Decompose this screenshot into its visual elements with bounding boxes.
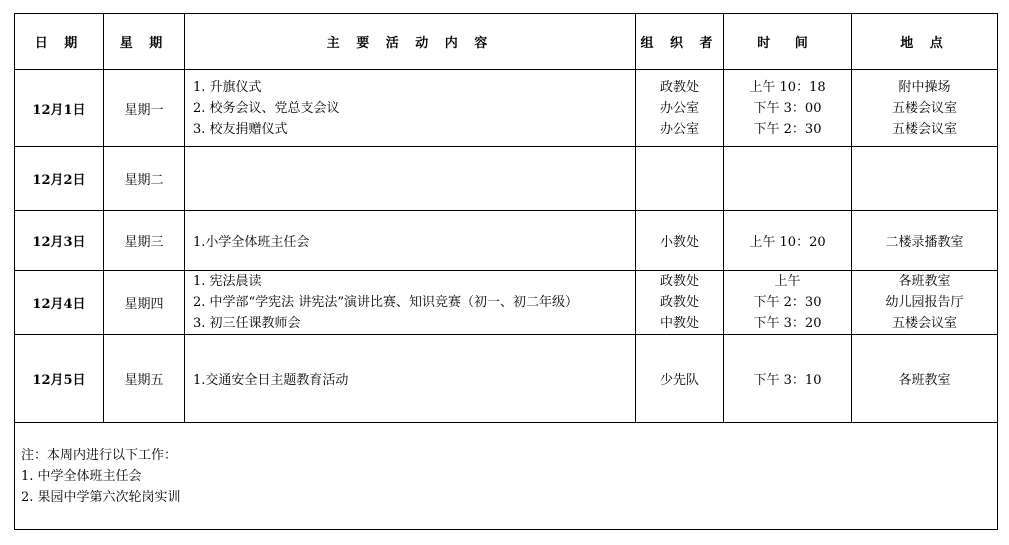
activity-line: 1. 升旗仪式 [193,79,262,95]
header-date: 日 期 [15,14,104,70]
weekday-cell: 星期一 [104,70,185,147]
table-row [15,211,998,271]
weekday-cell: 星期四 [104,271,185,335]
organizer-line: 办公室 [659,121,699,137]
activity-cell [185,271,636,335]
place-line: 各班教室 [898,274,951,289]
place-line: 五楼会议室 [891,121,957,137]
weekday-cell: 星期三 [104,211,185,271]
time-cell: 下午 3：10 [724,335,852,423]
time-line: 上午 10：18 [749,79,826,95]
time-line: 下午 2：30 [753,295,822,310]
place-cell [852,271,998,335]
date-cell: 12月1日 [15,70,104,147]
time-cell [724,271,852,335]
organizer-cell: 少先队 [636,335,724,423]
header-content: 主 要 活 动 内 容 [185,14,636,70]
time-cell [724,147,852,211]
place-cell [852,70,998,147]
date-cell: 12月3日 [15,211,104,271]
header-place: 地 点 [852,14,998,70]
table-row [15,147,998,211]
activity-line: 2. 中学部“学宪法 讲宪法”演讲比赛、知识竞赛（初一、初二年级） [193,295,578,310]
date-cell: 12月2日 [15,147,104,211]
weekly-schedule-table [14,13,998,530]
header-row [15,14,998,70]
place-cell [852,147,998,211]
table-row [15,271,998,335]
time-cell: 上午 10：20 [724,211,852,271]
table-row [15,335,998,423]
place-cell: 二楼录播教室 [852,211,998,271]
note-item: 1. 中学全体班主任会 [21,468,142,484]
activity-line: 2. 校务会议、党总支会议 [193,100,340,116]
place-cell: 各班教室 [852,335,998,423]
organizer-line: 政教处 [659,295,699,310]
time-line: 下午 3：00 [753,100,822,116]
organizer-line: 政教处 [659,274,699,289]
organizer-cell [636,70,724,147]
activity-line: 3. 校友捐赠仪式 [193,121,288,137]
activity-line: 1. 宪法晨读 [193,274,262,289]
note-title: 注：本周内进行以下工作： [21,447,178,463]
date-cell: 12月4日 [15,271,104,335]
time-line: 下午 3：20 [753,316,822,331]
place-line: 五楼会议室 [891,316,957,331]
weekday-cell: 星期五 [104,335,185,423]
activity-line: 1.小学全体班主任会 [193,235,310,250]
weekday-cell: 星期二 [104,147,185,211]
organizer-line: 中教处 [659,316,699,331]
header-organizer: 组 织 者 [636,14,724,70]
organizer-line: 政教处 [659,79,699,95]
place-line: 五楼会议室 [891,100,957,116]
organizer-cell [636,271,724,335]
organizer-line: 办公室 [659,100,699,116]
organizer-cell [636,147,724,211]
activity-cell [185,70,636,147]
table-row [15,70,998,147]
activity-line: 1.交通安全日主题教育活动 [193,373,349,388]
note-row [15,423,998,530]
activity-cell [185,335,636,423]
activity-cell [185,147,636,211]
place-line: 附中操场 [898,79,951,95]
activity-line: 3. 初三任课教师会 [193,316,301,331]
time-line: 下午 2：30 [753,121,822,137]
header-time: 时 间 [724,14,852,70]
note-item: 2. 果园中学第六次轮岗实训 [21,489,181,505]
activity-cell [185,211,636,271]
note-cell [15,423,998,530]
time-cell [724,70,852,147]
time-line: 上午 [774,274,801,289]
header-weekday: 星 期 [104,14,185,70]
place-line: 幼儿园报告厅 [885,295,964,310]
date-cell: 12月5日 [15,335,104,423]
organizer-cell: 小教处 [636,211,724,271]
